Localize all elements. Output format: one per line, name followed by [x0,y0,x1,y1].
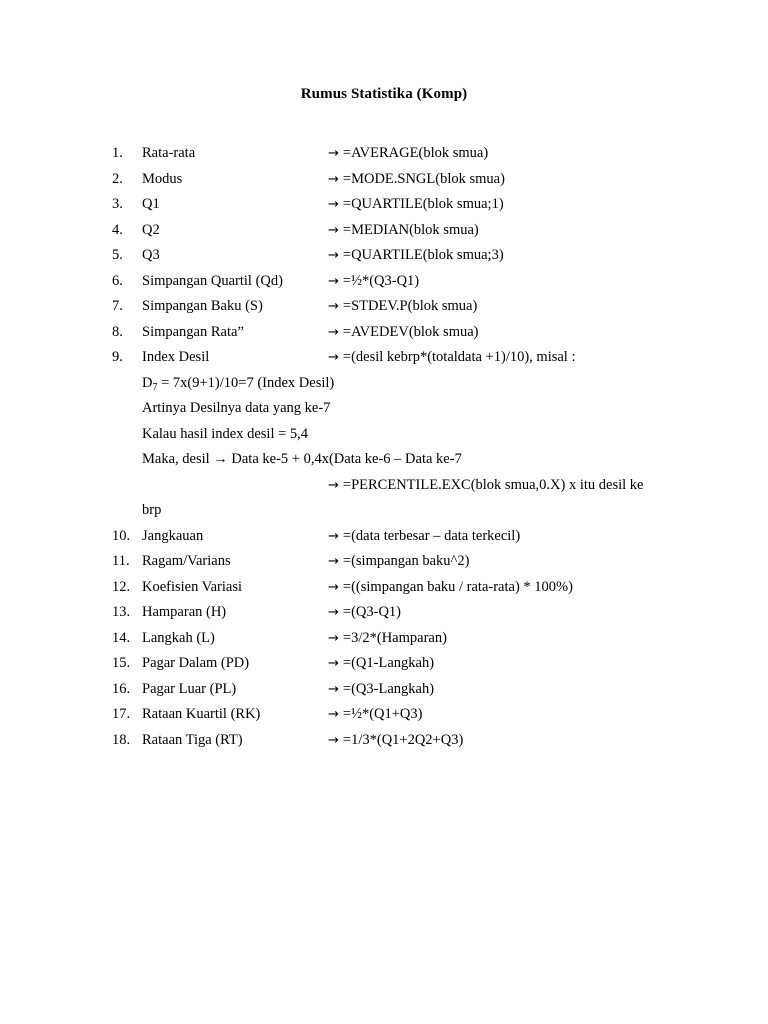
list-item-label: Langkah (L) [142,629,215,646]
list-item-label: Q3 [142,247,160,263]
arrow-icon: → [328,707,339,722]
list-item-formula [328,320,708,346]
indent-spacer [112,371,142,397]
indent-spacer [112,422,142,448]
arrow-icon: → [328,197,339,212]
list-item [112,243,708,269]
formula-text: =AVERAGE(blok smua) [342,145,489,161]
list-item-formula [328,243,708,269]
list-item-label: Simpangan Rata” [142,323,244,340]
list-item-label: Simpangan Quartil (Qd) [142,272,283,289]
formula-text: =PERCENTILE.EXC(blok smua,0.X) x itu desil ke [342,476,644,493]
list-item [112,549,708,575]
list-item-label: Pagar Dalam (PD) [142,655,250,671]
arrow-icon: → [328,273,339,289]
list-item [112,626,708,652]
list-item [112,651,708,677]
desil-note-text: Maka, desil → Data ke-5 + 0,4x(Data ke-6 – Data ke-7 [142,451,462,467]
desil-symbol: D [142,374,153,391]
indent-spacer [112,396,142,422]
list-item-label: Q1 [142,196,160,212]
list-item-number: 15. [112,655,131,671]
list-item-formula [328,167,708,193]
desil-note-text: Kalau hasil index desil = 5,4 [142,425,309,442]
arrow-icon: → [328,171,339,187]
list-item [112,167,708,193]
list-item-number: 2. [112,170,123,187]
list-item-label: Rata-rata [142,145,196,161]
list-item [112,320,708,346]
list-item-label: Jangkauan [142,527,204,544]
arrow-icon: → [328,477,339,493]
indent-spacer [112,498,142,524]
indent-spacer [112,447,142,473]
desil-note-line [112,396,708,422]
list-item [112,600,708,626]
list-item-number: 7. [112,298,123,314]
list-item [112,141,708,167]
list-item-formula [328,141,708,167]
formula-text: =((simpangan baku / rata-rata) * 100%) [342,578,573,595]
list-item-formula [328,728,708,754]
formula-text: =(Q3-Langkah) [342,680,435,697]
list-item-formula [328,294,708,320]
list-item-number: 11. [112,553,130,569]
formula-text: =QUARTILE(blok smua;3) [342,247,504,263]
list-item-label: Index Desil [142,349,210,365]
list-item-formula [328,549,708,575]
list-item-formula [328,600,708,626]
arrow-icon: → [328,605,339,620]
page-title: Rumus Statistika (Komp) [300,86,468,102]
list-item-number: 9. [112,349,123,365]
list-item [112,345,708,371]
list-item [112,218,708,244]
list-item-number: 13. [112,604,131,620]
list-item-label: Ragam/Varians [142,553,231,569]
desil-note-line [112,447,708,473]
list-item-label: Hamparan (H) [142,604,227,620]
desil-subscript: 7 [152,381,158,393]
list-item [112,269,708,295]
formula-text: =1/3*(Q1+2Q2+Q3) [342,731,464,748]
list-item-number: 16. [112,680,131,697]
list-item [112,702,708,728]
list-item-formula [328,192,708,218]
list-item-number: 8. [112,323,123,340]
arrow-icon: → [328,299,339,314]
list-item-number: 18. [112,731,131,748]
desil-rest: = 7x(9+1)/10=7 (Index Desil) [157,374,335,391]
list-item-label: Q2 [142,221,160,238]
desil-note-text: Artinya Desilnya data yang ke-7 [142,400,331,416]
arrow-icon: → [328,350,339,365]
list-item-number: 12. [112,578,131,595]
desil-note-line [112,498,708,524]
list-item-formula [328,269,708,295]
list-item [112,575,708,601]
indent-spacer [112,473,328,499]
arrow-icon: → [328,324,339,340]
desil-formula-line [142,371,708,397]
formula-text: =QUARTILE(blok smua;1) [342,196,504,212]
list-item [112,524,708,550]
list-item-number: 14. [112,629,131,646]
desil-note-line [112,371,708,397]
arrow-icon: → [328,579,339,595]
list-item-number: 10. [112,527,131,544]
list-item-formula [328,677,708,703]
desil-note-line [112,473,708,499]
formula-text: =(desil kebrp*(totaldata +1)/10), misal : [342,349,576,365]
formula-text: =3/2*(Hamparan) [342,629,447,646]
list-item [112,677,708,703]
list-item-formula [328,524,708,550]
list-item-formula [328,575,708,601]
list-item-formula [328,218,708,244]
formula-text: =STDEV.P(blok smua) [342,298,478,314]
list-item-number: 3. [112,196,123,212]
list-item-label: Rataan Tiga (RT) [142,731,243,748]
desil-note-line [112,422,708,448]
desil-percentile-formula [328,473,708,499]
formula-text: =(data terbesar – data terkecil) [342,527,521,544]
list-item-formula [328,345,708,371]
arrow-icon: → [328,681,339,697]
list-item-label: Koefisien Variasi [142,578,242,595]
arrow-icon: → [328,248,339,263]
list-item-formula [328,702,708,728]
formula-text: =AVEDEV(blok smua) [342,323,479,340]
list-item-formula [328,626,708,652]
list-item-number: 6. [112,272,123,289]
list-item [112,294,708,320]
list-item-label: Modus [142,170,183,187]
arrow-icon: → [328,146,339,161]
list-item-number: 17. [112,706,131,722]
formula-text: =MODE.SNGL(blok smua) [342,170,505,187]
formula-text: =(Q3-Q1) [342,604,402,620]
formula-text: =½*(Q3-Q1) [342,272,420,289]
list-item-label: Rataan Kuartil (RK) [142,706,261,722]
list-item [112,192,708,218]
arrow-icon: → [328,528,339,544]
formula-text: =(simpangan baku^2) [342,553,470,569]
arrow-icon: → [328,222,339,238]
formula-text: =½*(Q1+Q3) [342,706,423,722]
list-item-number: 1. [112,145,123,161]
list-item-label: Pagar Luar (PL) [142,680,237,697]
list-item-number: 4. [112,221,123,238]
list-item-label: Simpangan Baku (S) [142,298,263,314]
formula-list [0,141,768,753]
list-item-number: 5. [112,247,123,263]
arrow-icon: → [328,732,339,748]
formula-text: =(Q1-Langkah) [342,655,435,671]
arrow-icon: → [328,554,339,569]
formula-text: =MEDIAN(blok smua) [342,221,479,238]
list-item [112,728,708,754]
desil-note-text: brp [142,502,162,518]
list-item-formula [328,651,708,677]
arrow-icon: → [328,656,339,671]
arrow-icon: → [328,630,339,646]
